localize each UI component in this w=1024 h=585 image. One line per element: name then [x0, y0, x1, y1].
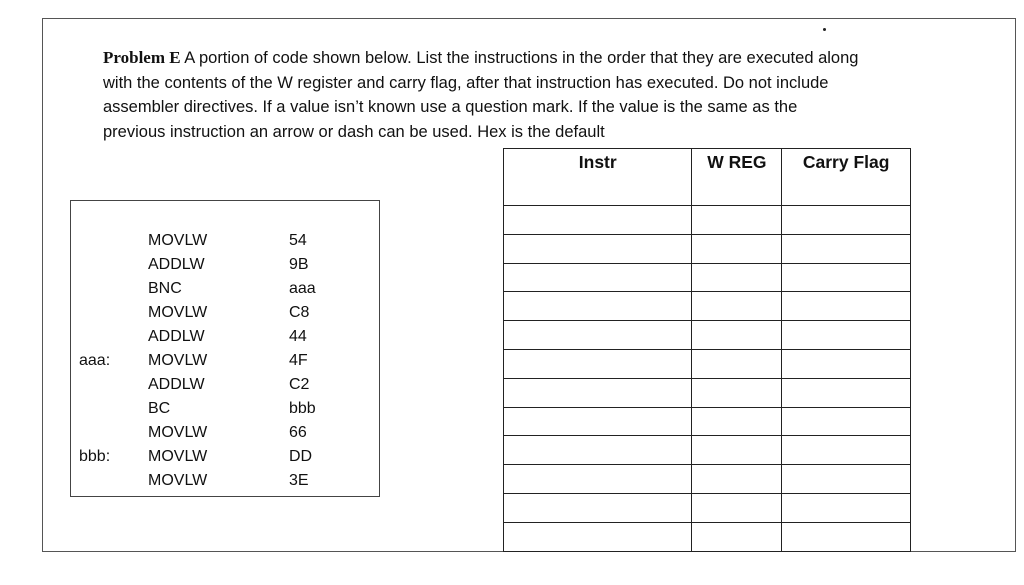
answer-cell-w-reg[interactable] — [692, 206, 782, 235]
answer-cell-instr[interactable] — [504, 407, 692, 436]
code-label: aaa: — [79, 352, 111, 369]
answer-cell-w-reg[interactable] — [692, 493, 782, 522]
code-line — [71, 301, 379, 325]
code-opcode: MOVLW — [148, 448, 208, 465]
answer-row — [504, 321, 911, 350]
answer-cell-carry-flag[interactable] — [782, 263, 911, 292]
answer-cell-carry-flag[interactable] — [782, 349, 911, 378]
code-operand: C8 — [289, 304, 310, 321]
answer-cell-instr[interactable] — [504, 493, 692, 522]
problem-label: Problem E — [103, 48, 181, 67]
answer-row — [504, 407, 911, 436]
answer-cell-instr[interactable] — [504, 378, 692, 407]
code-label: bbb: — [79, 448, 111, 465]
answer-row — [504, 349, 911, 378]
code-operand: bbb — [289, 400, 316, 417]
code-line — [71, 469, 379, 493]
answer-cell-carry-flag[interactable] — [782, 292, 911, 321]
answer-cell-w-reg[interactable] — [692, 234, 782, 263]
answer-cell-carry-flag[interactable] — [782, 465, 911, 494]
code-listing — [70, 200, 380, 497]
answer-cell-w-reg[interactable] — [692, 321, 782, 350]
answer-row — [504, 493, 911, 522]
code-opcode: MOVLW — [148, 352, 208, 369]
code-operand: 4F — [289, 352, 308, 369]
answer-cell-instr[interactable] — [504, 522, 692, 551]
answer-row — [504, 378, 911, 407]
answer-cell-w-reg[interactable] — [692, 465, 782, 494]
answer-cell-carry-flag[interactable] — [782, 321, 911, 350]
answer-cell-carry-flag[interactable] — [782, 407, 911, 436]
answer-cell-w-reg[interactable] — [692, 263, 782, 292]
code-line — [71, 397, 379, 421]
code-opcode: MOVLW — [148, 424, 208, 441]
answer-row — [504, 263, 911, 292]
answer-cell-w-reg[interactable] — [692, 407, 782, 436]
code-opcode: ADDLW — [148, 376, 205, 393]
code-opcode: BNC — [148, 280, 182, 297]
code-opcode: MOVLW — [148, 232, 208, 249]
answer-cell-instr[interactable] — [504, 436, 692, 465]
code-opcode: ADDLW — [148, 256, 205, 273]
problem-statement — [103, 46, 863, 144]
answer-cell-instr[interactable] — [504, 292, 692, 321]
code-operand: DD — [289, 448, 313, 465]
code-operand: 54 — [289, 232, 307, 249]
answer-row — [504, 465, 911, 494]
answer-cell-carry-flag[interactable] — [782, 206, 911, 235]
answer-cell-carry-flag[interactable] — [782, 378, 911, 407]
answer-table-header — [504, 149, 911, 206]
code-line — [71, 421, 379, 445]
code-operand: aaa — [289, 280, 316, 297]
code-line — [71, 229, 379, 253]
answer-cell-instr[interactable] — [504, 263, 692, 292]
answer-cell-w-reg[interactable] — [692, 436, 782, 465]
code-operand: C2 — [289, 376, 310, 393]
stray-mark — [823, 28, 826, 31]
answer-row — [504, 234, 911, 263]
header-w-reg: W REG — [692, 149, 782, 206]
code-line — [71, 253, 379, 277]
answer-row — [504, 206, 911, 235]
answer-cell-carry-flag[interactable] — [782, 522, 911, 551]
answer-cell-w-reg[interactable] — [692, 522, 782, 551]
answer-cell-instr[interactable] — [504, 349, 692, 378]
answer-cell-carry-flag[interactable] — [782, 493, 911, 522]
answer-cell-carry-flag[interactable] — [782, 234, 911, 263]
code-line — [71, 349, 379, 373]
code-operand: 66 — [289, 424, 307, 441]
code-opcode: MOVLW — [148, 304, 208, 321]
header-instr: Instr — [504, 149, 692, 206]
code-line — [71, 373, 379, 397]
answer-table — [503, 148, 911, 552]
answer-cell-w-reg[interactable] — [692, 292, 782, 321]
code-line — [71, 325, 379, 349]
code-operand: 44 — [289, 328, 307, 345]
answer-cell-instr[interactable] — [504, 206, 692, 235]
problem-text: A portion of code shown below. List the instructions in the order that they are executed along with the contents of the W register and carry flag, after that instruction has executed. Do not include assembler directives. If a value isn’t known use a question mark. If the value is the same as the previous instruction an arrow or dash can be used. Hex is the default — [103, 49, 859, 141]
answer-cell-instr[interactable] — [504, 321, 692, 350]
answer-row — [504, 436, 911, 465]
answer-cell-w-reg[interactable] — [692, 378, 782, 407]
code-line — [71, 277, 379, 301]
header-carry-flag: Carry Flag — [782, 149, 911, 206]
answer-cell-instr[interactable] — [504, 234, 692, 263]
code-opcode: BC — [148, 400, 171, 417]
code-opcode: ADDLW — [148, 328, 205, 345]
answer-cell-instr[interactable] — [504, 465, 692, 494]
answer-row — [504, 522, 911, 551]
code-line — [71, 445, 379, 469]
answer-row — [504, 292, 911, 321]
code-operand: 3E — [289, 472, 309, 489]
answer-cell-carry-flag[interactable] — [782, 436, 911, 465]
code-opcode: MOVLW — [148, 472, 208, 489]
answer-cell-w-reg[interactable] — [692, 349, 782, 378]
code-operand: 9B — [289, 256, 309, 273]
